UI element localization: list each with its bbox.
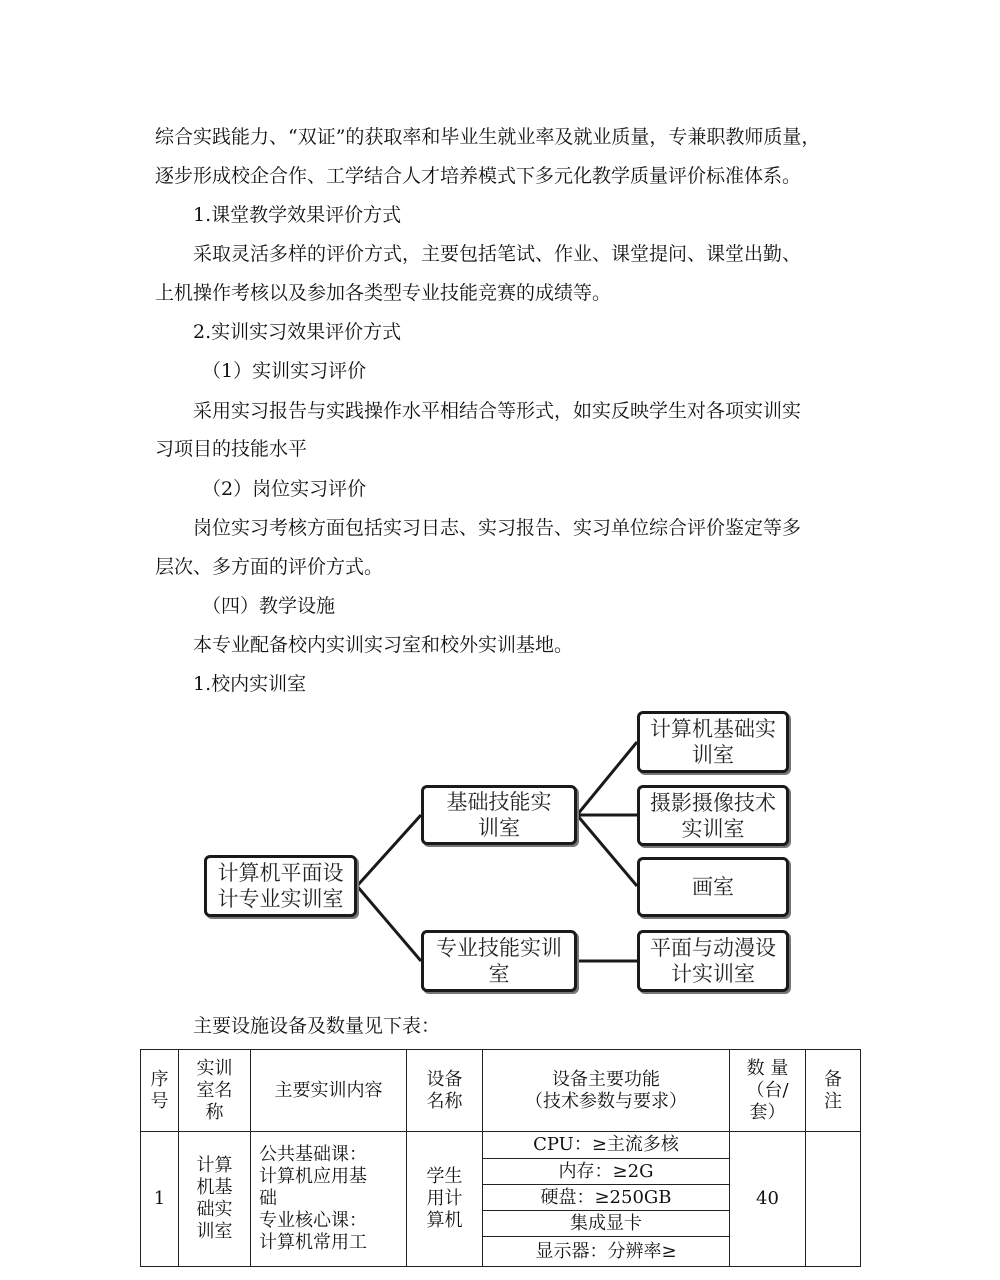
paragraph-line: 层次、多方面的评价方式。 xyxy=(155,556,384,578)
header-note: 备 注 xyxy=(806,1050,861,1132)
header-function: 设备主要功能 （技术参数与要求） xyxy=(483,1050,730,1132)
header-seq: 序 号 xyxy=(141,1050,179,1132)
row1-content: 公共基础课： 计算机应用基 础 专业核心课： 计算机常用工 xyxy=(251,1132,407,1267)
paragraph-line: 本专业配备校内实训实习室和校外实训基地。 xyxy=(193,634,574,656)
table-row xyxy=(141,1132,861,1159)
table-header-row xyxy=(141,1050,861,1132)
header-device: 设备 名称 xyxy=(407,1050,483,1132)
diagram-node-professional-skills: 专业技能实训 室 xyxy=(421,930,577,992)
row1-note xyxy=(806,1132,861,1267)
paragraph-line: 采取灵活多样的评价方式，主要包括笔试、作业、课堂提问、课堂出勤、 xyxy=(193,243,802,265)
subsection-heading: （2）岗位实习评价 xyxy=(202,478,367,500)
paragraph-line: 采用实习报告与实践操作水平相结合等形式，如实反映学生对各项实训实 xyxy=(193,400,802,422)
subsection-heading: （1）实训实习评价 xyxy=(202,360,367,382)
row1-seq: 1 xyxy=(141,1132,179,1267)
row1-room: 计算 机基 础实 训室 xyxy=(179,1132,251,1267)
diagram-leaf-graphic-animation: 平面与动漫设 计实训室 xyxy=(637,930,789,992)
section-heading: （四）教学设施 xyxy=(202,595,336,617)
row1-spec-memory: 内存：≥2G xyxy=(483,1159,730,1185)
diagram-leaf-photography: 摄影摄像技术 实训室 xyxy=(637,785,789,846)
header-qty: 数 量 （台/ 套） xyxy=(730,1050,806,1132)
paragraph-line: 逐步形成校企合作、工学结合人才培养模式下多元化教学质量评价标准体系。 xyxy=(155,165,802,187)
header-room: 实训 室名 称 xyxy=(179,1050,251,1132)
connector-mid1-leaf1 xyxy=(577,742,637,815)
diagram-leaf-computer-basics: 计算机基础实 训室 xyxy=(637,711,789,773)
connector-root-mid1 xyxy=(357,815,421,886)
paragraph-line: 岗位实习考核方面包括实习日志、实习报告、实习单位综合评价鉴定等多 xyxy=(193,517,802,539)
section-heading: 2.实训实习效果评价方式 xyxy=(193,321,402,343)
diagram-node-basic-skills: 基础技能实 训室 xyxy=(421,785,577,845)
paragraph-line: 综合实践能力、“双证”的获取率和毕业生就业率及就业质量，专兼职教师质量， xyxy=(155,126,821,148)
diagram-root-node: 计算机平面设 计专业实训室 xyxy=(204,855,357,917)
diagram-leaf-studio: 画室 xyxy=(637,857,789,917)
row1-spec-gpu: 集成显卡 xyxy=(483,1211,730,1237)
row1-spec-display: 显示器：分辨率≥ xyxy=(483,1237,730,1267)
section-heading: 1.课堂教学效果评价方式 xyxy=(193,204,402,226)
row1-spec-disk: 硬盘：≥250GB xyxy=(483,1185,730,1211)
row1-device: 学生 用计 算机 xyxy=(407,1132,483,1267)
connector-root-mid2 xyxy=(357,886,421,961)
paragraph-line: 上机操作考核以及参加各类型专业技能竞赛的成绩等。 xyxy=(155,282,612,304)
connector-mid1-leaf3 xyxy=(577,815,637,886)
equipment-table xyxy=(140,1049,861,1267)
paragraph-line: 习项目的技能水平 xyxy=(155,438,308,460)
table-intro: 主要设施设备及数量见下表： xyxy=(193,1015,441,1037)
header-content: 主要实训内容 xyxy=(251,1050,407,1132)
row1-qty: 40 xyxy=(730,1132,806,1267)
section-heading: 1.校内实训室 xyxy=(193,673,307,695)
row1-spec-cpu: CPU：≥主流多核 xyxy=(483,1132,730,1159)
